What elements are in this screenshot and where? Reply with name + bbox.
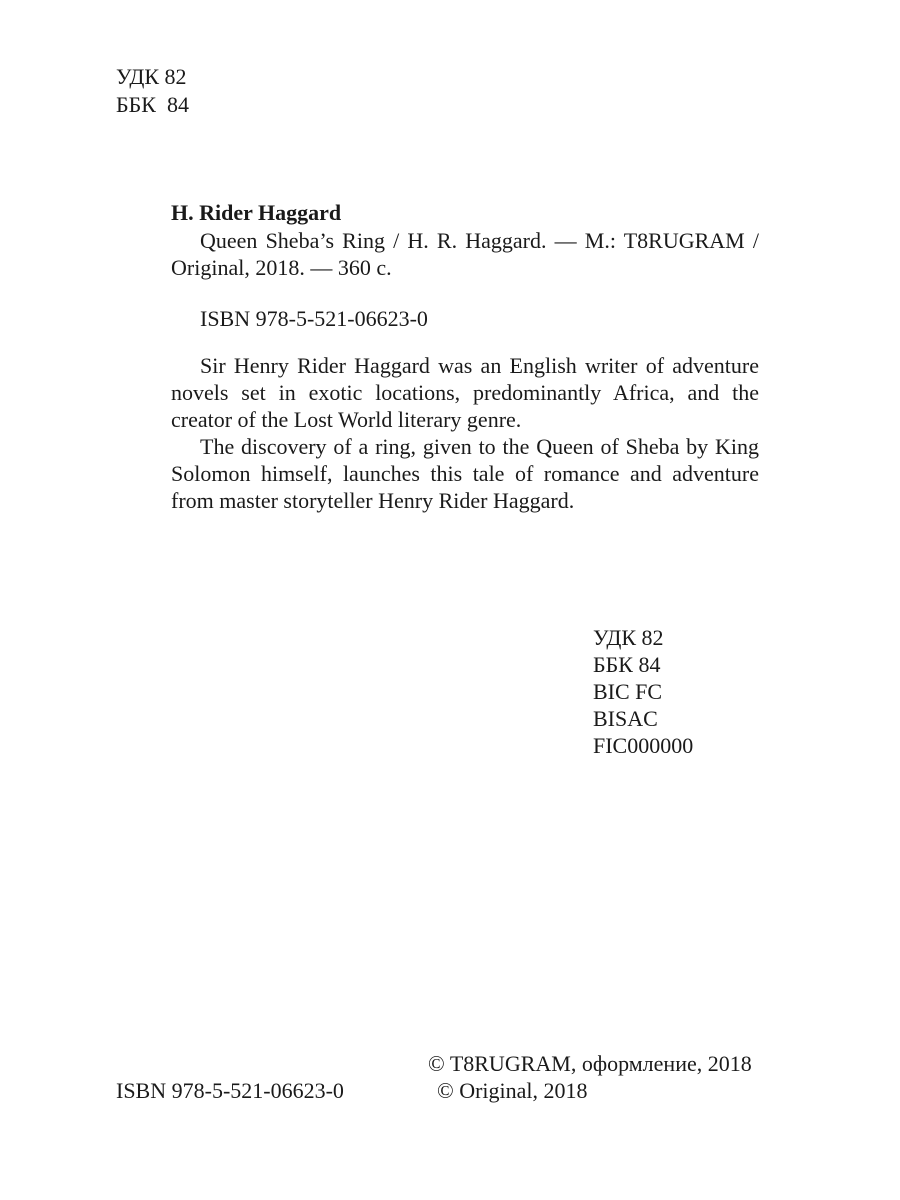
annotation-paragraph-2 — [171, 433, 759, 514]
right-classification-codes — [593, 624, 693, 759]
footer-isbn — [116, 1077, 344, 1104]
bbk-code-right: ББК 84 — [593, 652, 661, 677]
bbk-code: ББК 84 — [116, 92, 189, 117]
udk-code-right: УДК 82 — [593, 625, 664, 650]
top-classification-codes — [116, 63, 189, 119]
udk-code: УДК 82 — [116, 64, 187, 89]
bic-code: BIC FC — [593, 679, 663, 704]
annotation-line: Solomon himself, launches this tale of romance and adventure — [171, 461, 759, 486]
bisac-code: FIC000000 — [593, 733, 694, 758]
author-name: H. Rider Haggard — [171, 200, 342, 225]
copyright-notice — [428, 1050, 752, 1104]
record-isbn: ISBN 978-5-521-06623-0 — [200, 306, 428, 331]
title-description-line-2: Original, 2018. — 360 c. — [171, 255, 392, 280]
annotation-line: from master storyteller Henry Rider Haggard. — [171, 488, 575, 513]
copyright-line-2: © Original, 2018 — [437, 1078, 588, 1103]
annotation-line: The discovery of a ring, given to the Queen of Sheba by King — [200, 434, 759, 459]
annotation-paragraph-1 — [171, 352, 759, 433]
bibliographic-record — [171, 199, 759, 514]
title-description-line-1: Queen Sheba’s Ring / H. R. Haggard. — M.: T8RUGRAM / — [200, 228, 759, 253]
annotation-line: Sir Henry Rider Haggard was an English writer of adventure — [200, 353, 759, 378]
annotation-line: novels set in exotic locations, predominantly Africa, and the — [171, 380, 759, 405]
copyright-line-1: © T8RUGRAM, оформление, 2018 — [428, 1051, 752, 1076]
annotation-line: creator of the Lost World literary genre. — [171, 407, 522, 432]
footer-isbn-text: ISBN 978-5-521-06623-0 — [116, 1078, 344, 1103]
bisac-label: BISAC — [593, 706, 658, 731]
